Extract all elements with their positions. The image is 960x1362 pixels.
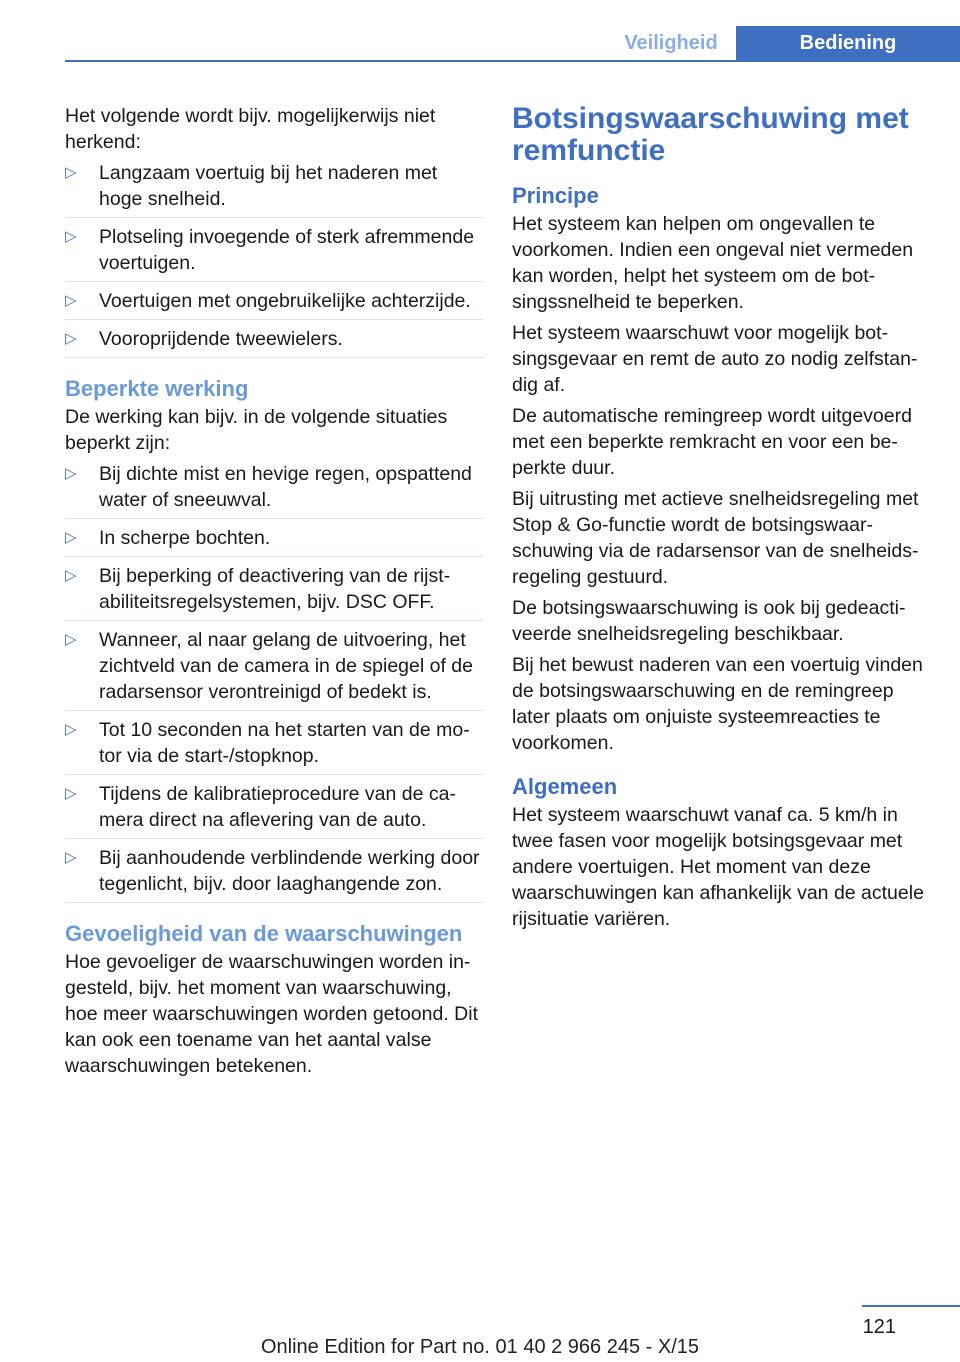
list-item: ▷ Vooroprijdende tweewielers. <box>65 326 483 358</box>
list-item: ▷ Bij aanhoudende verblindende werking door tegenlicht, bijv. door laaghangende zon. <box>65 845 483 903</box>
section-tab-bediening[interactable]: Bediening <box>736 26 960 62</box>
list-item: ▷ Wanneer, al naar gelang de uitvoering, het zichtveld van de camera in de spiegel of de radarsensor verontreinigd of bedekt is. <box>65 627 483 711</box>
triangle-bullet-icon: ▷ <box>65 465 77 482</box>
limited-operation-list <box>65 461 483 903</box>
right-column <box>512 103 926 937</box>
section-title-algemeen: Algemeen <box>512 774 618 799</box>
triangle-bullet-icon: ▷ <box>65 529 77 546</box>
principe-paragraph: Bij uitrusting met actieve snelheidsregeling met Stop & Go-functie wordt de botsingswaarschuwing via de radarsensor van de snelheidsregeling gestuurd. <box>512 488 919 588</box>
list-item: ▷ Tot 10 seconden na het starten van de motor via de start-/stopknop. <box>65 717 483 775</box>
footer-divider <box>862 1305 960 1307</box>
edition-footer: Online Edition for Part no. 01 40 2 966 245 - X/15 <box>260 1336 700 1358</box>
principe-paragraph: De botsingswaarschuwing is ook bij gedeactiveerde snelheidsregeling beschikbaar. <box>512 597 906 645</box>
page-number: 121 <box>862 1316 896 1338</box>
triangle-bullet-icon: ▷ <box>65 292 77 309</box>
algemeen-paragraph: Het systeem waarschuwt vanaf ca. 5 km/h in twee fasen voor mogelijk botsingsgevaar met andere voertuigen. Het moment van deze waarschuwingen kan afhankelijk van de actuele rijsituatie variëren. <box>512 804 924 930</box>
principe-paragraph: De automatische remingreep wordt uitgevoerd met een beperkte remkracht en voor een beperkte duur. <box>512 405 912 479</box>
triangle-bullet-icon: ▷ <box>65 849 77 866</box>
triangle-bullet-icon: ▷ <box>65 330 77 347</box>
list-item: ▷ Bij dichte mist en hevige regen, opspattend water of sneeuwval. <box>65 461 483 519</box>
section-title-beperkte-werking: Beperkte werking <box>65 376 249 401</box>
intro-paragraph: Het volgende wordt bijv. mogelijkerwijs niet herkend: <box>65 105 436 153</box>
triangle-bullet-icon: ▷ <box>65 721 77 738</box>
principe-paragraph: Het systeem kan helpen om ongevallen te voorkomen. Indien een ongeval niet vermeden kan worden, helpt het systeem om de botsingssnelheid te beperken. <box>512 213 914 313</box>
triangle-bullet-icon: ▷ <box>65 164 77 181</box>
principe-paragraph: Het systeem waarschuwt voor mogelijk botsingsgevaar en remt de auto zo nodig zelfstandig af. <box>512 322 918 396</box>
sensitivity-paragraph: Hoe gevoeliger de waarschuwingen worden ingesteld, bijv. het moment van waarschuwing, hoe meer waarschuwingen worden getoond. Dit kan ook een toename van het aantal valse waarschuwingen betekenen. <box>65 951 478 1077</box>
left-column <box>65 103 483 1084</box>
list-item: ▷ In scherpe bochten. <box>65 525 483 557</box>
triangle-bullet-icon: ▷ <box>65 567 77 584</box>
list-item: ▷ Voertuigen met ongebruikelijke achterzijde. <box>65 288 483 320</box>
section-intro-paragraph: De werking kan bijv. in de volgende situaties beperkt zijn: <box>65 406 448 454</box>
not-detected-list <box>65 160 483 358</box>
section-title-gevoeligheid: Gevoeligheid van de waarschuwingen <box>65 921 463 946</box>
list-item: ▷ Tijdens de kalibratieprocedure van de camera direct na aflevering van de auto. <box>65 781 483 839</box>
header-divider <box>65 60 960 62</box>
principe-paragraph: Bij het bewust naderen van een voertuig vinden de botsingswaarschuwing en de remingreep later plaats om onjuiste systeemreacties te voorkomen. <box>512 654 923 754</box>
triangle-bullet-icon: ▷ <box>65 228 77 245</box>
list-item: ▷ Langzaam voertuig bij het naderen met hoge snelheid. <box>65 160 483 218</box>
triangle-bullet-icon: ▷ <box>65 785 77 802</box>
section-title-principe: Principe <box>512 183 599 208</box>
list-item: ▷ Plotseling invoegende of sterk afremmende voertuigen. <box>65 224 483 282</box>
page-header <box>0 26 960 62</box>
section-tab-veiligheid[interactable]: Veiligheid <box>624 32 718 54</box>
triangle-bullet-icon: ▷ <box>65 631 77 648</box>
chapter-title: Botsingswaarschuwing met remfunctie <box>512 102 909 167</box>
list-item: ▷ Bij beperking of deactivering van de rijstabiliteitsregelsystemen, bijv. DSC OFF. <box>65 563 483 621</box>
